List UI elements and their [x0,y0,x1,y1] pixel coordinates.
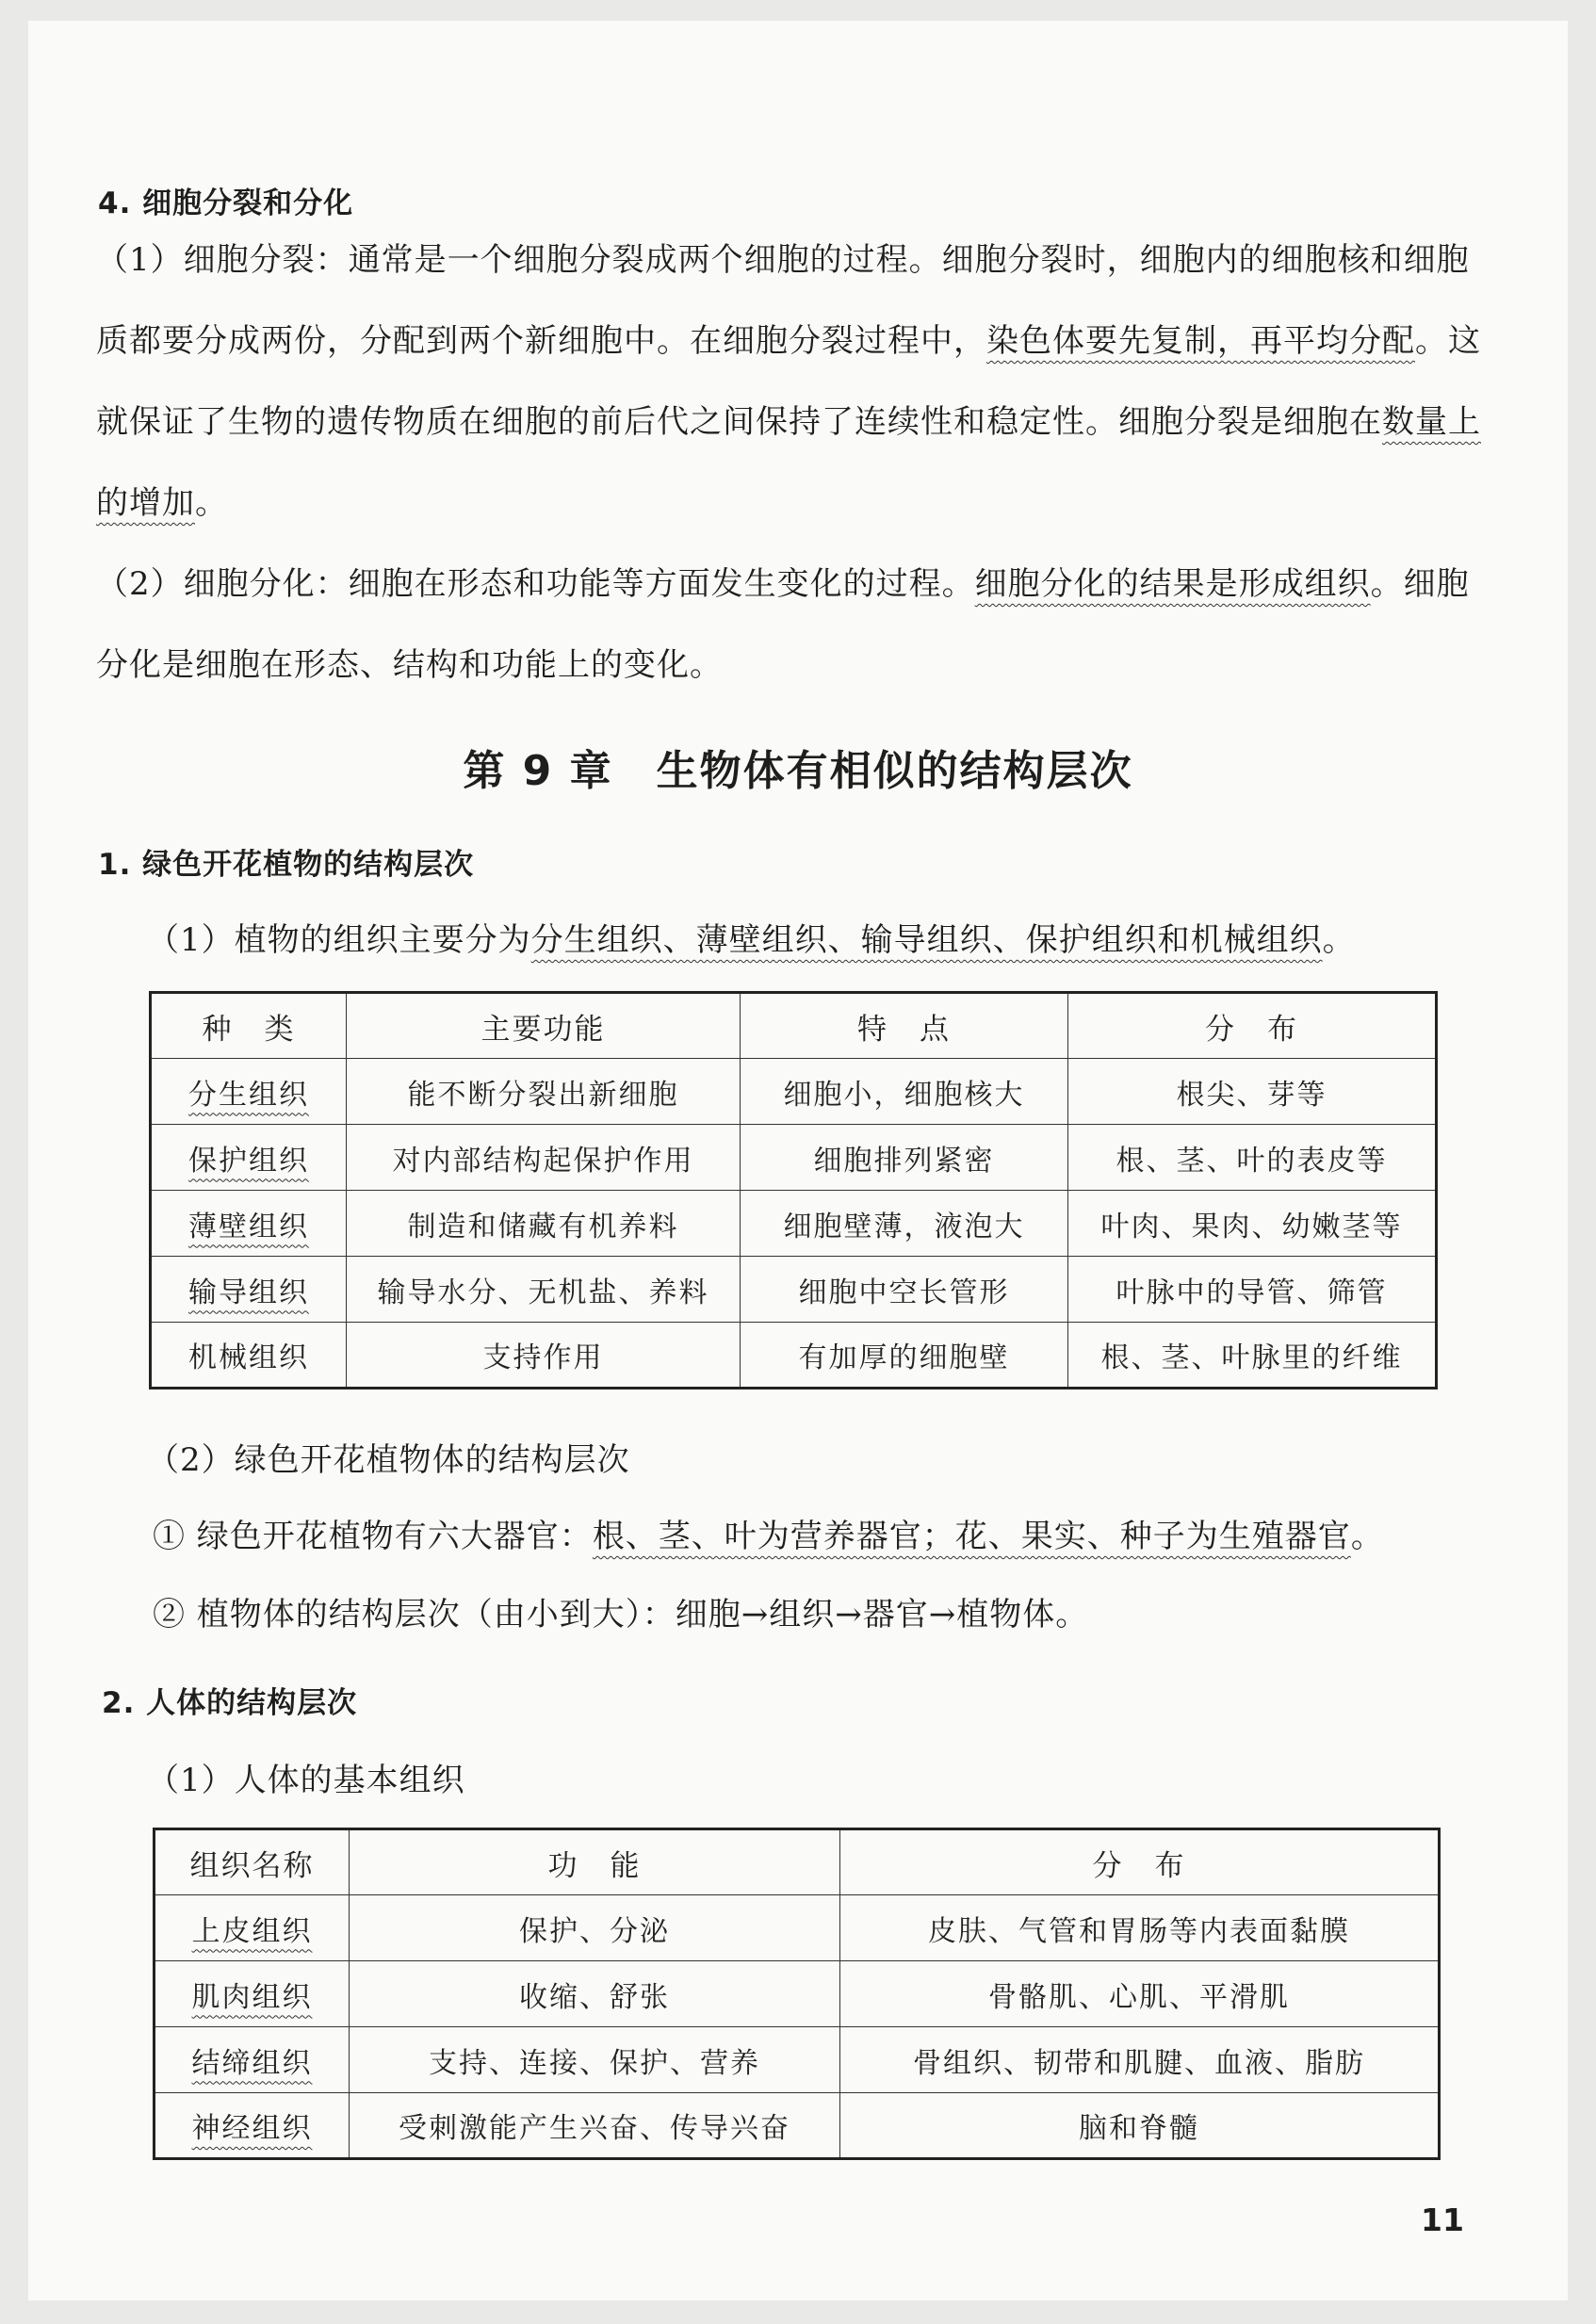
plant-organs-item [153,1510,1384,1556]
text-run: ① 绿色开花植物有六大器官： [153,1518,593,1555]
human-tissue-table [153,1828,1441,2160]
table-cell: 输导水分、无机盐、养料 [347,1257,741,1323]
plant-tissue-table [149,991,1438,1390]
table-cell: 保护、分泌 [350,1895,840,1961]
table-cell: 骨骼肌、心肌、平滑肌 [840,1961,1440,2027]
column-header: 种 类 [151,993,347,1059]
text-run: 。 [1350,1518,1384,1555]
underlined-key-point: 分生组织、薄壁组织、输导组织、保护组织和机械组织 [530,921,1323,959]
tissue-name: 输导组织 [188,1276,309,1309]
text-run: 。这就保证了生物的遗传物质在细胞的前后代之间保持了连续性和稳定性。细胞分裂是细胞在 [96,322,1481,441]
table-cell: 细胞排列紧密 [741,1125,1068,1191]
table-row [151,1125,1437,1191]
table-cell [151,1059,347,1125]
table-cell: 细胞中空长管形 [741,1257,1068,1323]
plant-tissue-intro [147,914,1356,960]
column-header: 分 布 [840,1829,1440,1895]
column-header: 主要功能 [347,993,741,1059]
table-row [151,1257,1437,1323]
table-cell: 根尖、芽等 [1068,1059,1437,1125]
table-cell [155,2093,350,2159]
tissue-name: 结缔组织 [191,2046,313,2080]
table-row [155,1961,1440,2027]
table-cell: 能不断分裂出新细胞 [347,1059,741,1125]
table-cell: 皮肤、气管和胃肠等内表面黏膜 [840,1895,1440,1961]
text-run: 。 [1322,921,1356,959]
column-header: 分 布 [1068,993,1437,1059]
table-cell [155,2027,350,2093]
plant-hierarchy-item: ② 植物体的结构层次（由小到大）：细胞→组织→器官→植物体。 [153,1596,1089,1633]
underlined-key-point: 根、茎、叶为营养器官；花、果实、种子为生殖器官 [592,1518,1351,1555]
column-header: 组织名称 [155,1829,350,1895]
plant-structure-subheading: （2）绿色开花植物体的结构层次 [147,1441,630,1479]
table-cell: 支持、连接、保护、营养 [350,2027,840,2093]
table-cell: 收缩、舒张 [350,1961,840,2027]
table-cell: 骨组织、韧带和肌腱、血液、脂肪 [840,2027,1440,2093]
underlined-key-point: 细胞分化的结果是形成组织 [974,565,1371,603]
tissue-name: 分生组织 [188,1078,309,1112]
paragraph-cell-differentiation [96,544,1500,706]
table-cell [151,1257,347,1323]
section-heading-human-structure: 2. 人体的结构层次 [102,1686,358,1720]
table-cell: 根、茎、叶的表皮等 [1068,1125,1437,1191]
table-row [151,1323,1437,1389]
table-cell: 对内部结构起保护作用 [347,1125,741,1191]
tissue-name: 保护组织 [188,1144,309,1178]
table-cell: 支持作用 [347,1323,741,1389]
table-cell: 有加厚的细胞壁 [741,1323,1068,1389]
paragraph-cell-division [96,219,1500,544]
table-cell: 细胞小，细胞核大 [741,1059,1068,1125]
table-cell: 叶肉、果肉、幼嫩茎等 [1068,1191,1437,1257]
table-cell: 根、茎、叶脉里的纤维 [1068,1323,1437,1389]
table-row [155,1895,1440,1961]
text-run: （1）植物的组织主要分为 [147,921,531,959]
section-heading-plant-structure: 1. 绿色开花植物的结构层次 [98,848,475,882]
tissue-name: 肌肉组织 [191,1980,313,2014]
table-cell: 细胞壁薄，液泡大 [741,1191,1068,1257]
underlined-key-point: 数量上的增加 [96,403,1481,522]
table-header-row [151,993,1437,1059]
table-cell [151,1191,347,1257]
text-run: （1）细胞分裂：通常是一个细胞分裂成两个细胞的过程。细胞分裂时，细胞内的细胞核和细胞质都要分成两份，分配到两个新细胞中。在细胞分裂过程中， [96,241,1470,360]
table-cell: 叶脉中的导管、筛管 [1068,1257,1437,1323]
table-cell [151,1125,347,1191]
table-cell [155,1895,350,1961]
textbook-page [28,21,1568,2300]
table-header-row [155,1829,1440,1895]
human-tissue-subheading: （1）人体的基本组织 [147,1762,465,1799]
section-heading-cell-division: 4. 细胞分裂和分化 [98,187,354,220]
table-cell: 受刺激能产生兴奋、传导兴奋 [350,2093,840,2159]
underlined-key-point: 染色体要先复制，再平均分配 [986,322,1415,360]
column-header: 功 能 [350,1829,840,1895]
table-row [155,2093,1440,2159]
page-number: 11 [1421,2202,1464,2238]
tissue-name: 薄壁组织 [188,1210,309,1243]
table-cell: 脑和脊髓 [840,2093,1440,2159]
tissue-name: 神经组织 [191,2112,313,2145]
tissue-name: 上皮组织 [191,1914,313,1948]
text-run: 。细胞分化是细胞在形态、结构和功能上的变化。 [96,565,1470,684]
chapter-title: 第 9 章 生物体有相似的结构层次 [463,747,1133,795]
table-row [151,1191,1437,1257]
table-row [151,1059,1437,1125]
text-run: （2）细胞分化：细胞在形态和功能等方面发生变化的过程。 [96,565,975,603]
table-cell [155,1961,350,2027]
column-header: 特 点 [741,993,1068,1059]
text-run: 。 [195,484,228,522]
table-cell: 机械组织 [151,1323,347,1389]
table-cell: 制造和储藏有机养料 [347,1191,741,1257]
table-row [155,2027,1440,2093]
